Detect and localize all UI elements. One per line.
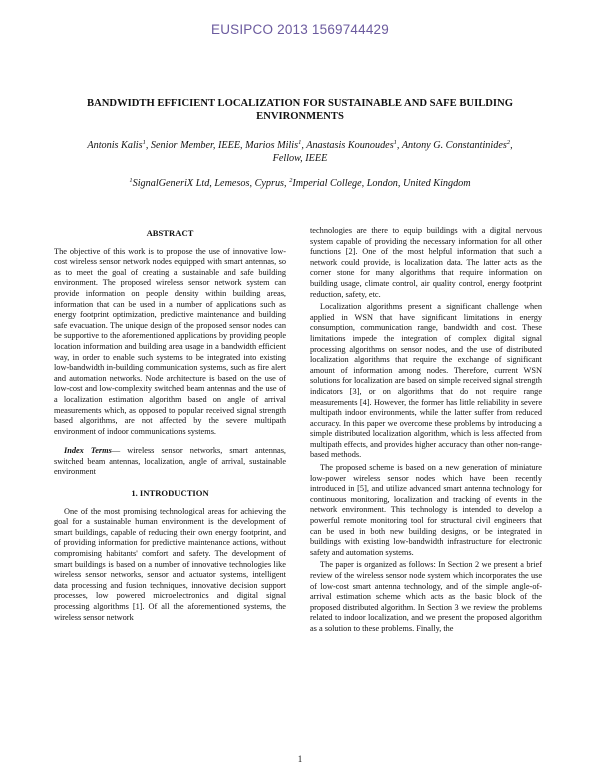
author-superscript: 1: [142, 139, 146, 146]
author-line-1: [50, 139, 550, 152]
affiliation-superscript: 2: [289, 177, 293, 184]
page-number: 1: [297, 754, 303, 764]
body-paragraph: Localization algorithms present a significant challenge when applied in WSN that have significant limitations in energy consumption, communication range, bandwidth and cost. These limitations impede the integration of complex digital signal processing algorithms on sensor nodes, and the use of distributed localization algorithms that require the exchange of significant amount of information among nodes. Therefore, current WSN solutions for localization are based on simple received signal strength indicators [3], or on algorithms that do not require range measurements [4]. However, the former has little reliability in severe multipath indoor environments, while the latter suffer from reduced accuracy. In this paper we overcome these problems by introducing a simple distributed localization algorithm, which is less affected from multipath effects, and provides higher accuracy than other non-range-based methods.: [310, 302, 542, 460]
author-name: , Senior Member, IEEE, Marios Milis: [145, 140, 299, 151]
title-line-1: BANDWIDTH EFFICIENT LOCALIZATION FOR SUSTAINABLE AND SAFE BUILDING: [87, 98, 513, 109]
author-line-2: Fellow, IEEE: [272, 153, 328, 164]
author-name: Antonis Kalis: [87, 140, 143, 151]
left-column: [54, 226, 286, 625]
affiliation-superscript: 1: [129, 177, 133, 184]
title-line-2: ENVIRONMENTS: [256, 111, 344, 122]
abstract-heading: ABSTRACT: [146, 228, 194, 238]
index-terms-text: wireless sensor networks, smart antennas, switched beam antennas, localization, angle of arrival, sustainable environment: [54, 446, 287, 477]
index-terms-label: Index Terms: [64, 446, 112, 456]
affiliation-text: SignalGeneriX Ltd, Lemesos, Cyprus,: [132, 178, 290, 189]
index-terms-dash: —: [111, 446, 128, 456]
body-paragraph: technologies are there to equip buildings with a digital nervous system capable of providing the necessary information for all other functions [2]. One of the most helpful information that such a network could provide, is localization data. The latter acts as the corner stone for many algorithms that require information on building usage, climate control, air quality control, energy footprint reduction, safety, etc.: [310, 226, 542, 299]
conference-banner: EUSIPCO 2013 1569744429: [211, 22, 389, 37]
author-list: [50, 139, 550, 165]
author-superscript: 1: [393, 139, 397, 146]
introduction-paragraph: One of the most promising technological areas for achieving the goal for a sustainable human environment is the development of smart buildings, capable of reducing their own energy footprint, and of providing information for predictive maintenance actions, without compromising habitants' comfort and safety. The development of smart buildings is based on a number of innovative technologies like wireless sensor networks, sensor and actuator systems, intelligent data processing and fusion techniques, innovative decision support processes, low powered microelectronics and digital signal processing algorithms [1]. Of all the aforementioned systems, the wireless sensor network: [54, 506, 286, 622]
author-superscript: 2: [506, 139, 511, 146]
body-paragraph: The paper is organized as follows: In Section 2 we present a brief review of the wireless sensor node system which incorporates the use of low-cost smart antenna technology, and of the simple angle-of-arrival estimation scheme which acts as the basic block of the proposed distributed algorithm. In Section 3 we review the problems related to indoor localization, and we present the proposed algorithm as a solution to these problems. Finally, the: [310, 560, 542, 633]
index-terms: [54, 446, 286, 478]
author-name: ,: [510, 140, 513, 151]
affiliations: [50, 178, 550, 189]
author-name: , Anastasis Kounoudes: [301, 140, 394, 151]
paper-title: [60, 97, 540, 123]
right-column: [310, 226, 542, 637]
affiliation-text: Imperial College, London, United Kingdom: [292, 178, 471, 189]
author-name: , Antony G. Constantinides: [396, 140, 507, 151]
author-superscript: 1: [298, 139, 302, 146]
body-paragraph: The proposed scheme is based on a new generation of miniature low-power wireless sensor nodes which have been recently introduced in [5], and utilize advanced smart antenna technology for continuous monitoring, localization and tracking of events in the network environment. This technology is intended to develop a powerful remote monitoring tool for structural civil engineers that can be used in both new building designs, or be integrated in buildings with existing low-bandwidth infrastructure for electronic safety and automation systems.: [310, 463, 542, 557]
introduction-heading: 1. INTRODUCTION: [131, 488, 209, 499]
abstract-text: The objective of this work is to propose the use of innovative low-cost wireless sensor network nodes equipped with smart antennas, so as to meet the goal of creating a sustainable and safe building environment. The proposed wireless sensor network system can provide information on people density within building areas, information that can be used in a number of applications such as energy footprint optimization, predictive maintenance and building safe evacuation. The unique design of the proposed sensor nodes can be supportive to the aforementioned applications by providing people location information and building area usage in a bandwidth efficient way, in order to enable such systems to be integrated into existing low-bandwidth in-building communication systems, such as fire alert and automation networks. Node architecture is based on the use of low-cost and low-complexity switched beam antennas and the use of a localization estimation algorithm based on angle of arrival measurements which, as opposed to popular received signal strength based algorithms, are not affected by the severe multipath environment of indoor communications systems.: [54, 246, 286, 436]
